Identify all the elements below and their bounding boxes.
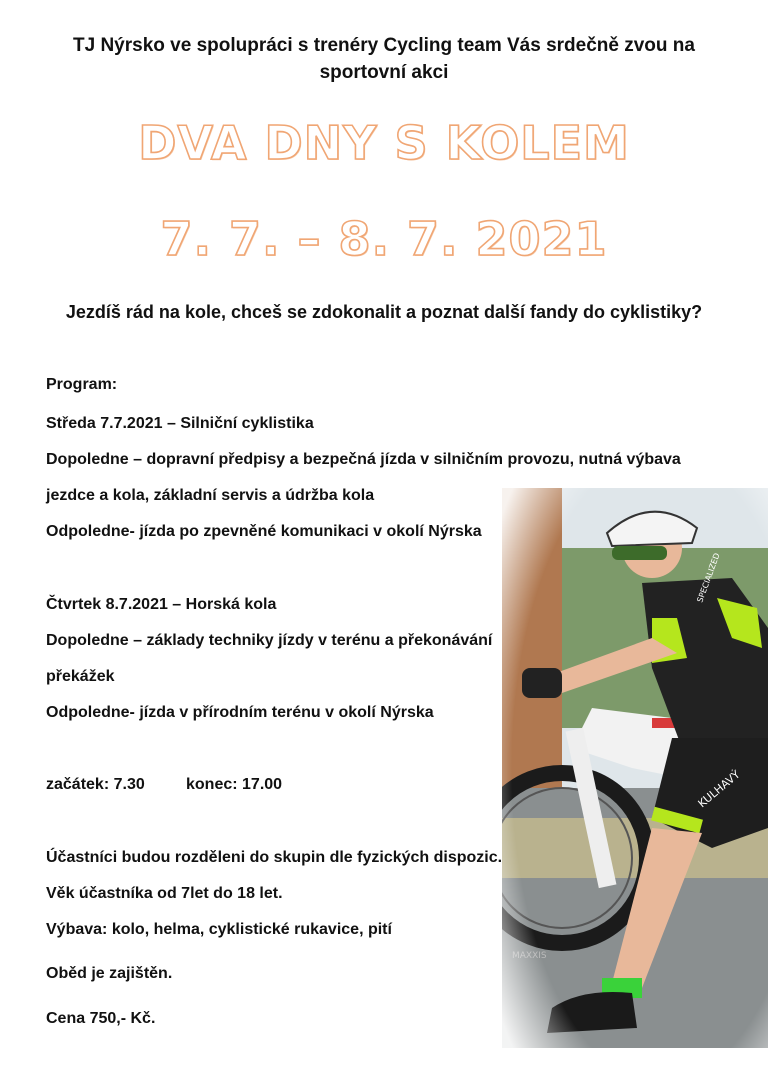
age-info: Věk účastníka od 7let do 18 let. bbox=[46, 885, 283, 902]
price-info: Cena 750,- Kč. bbox=[46, 1010, 156, 1027]
groups-info: Účastníci budou rozděleni do skupin dle fyzických dispozic. bbox=[46, 849, 503, 866]
end-time: konec: 17.00 bbox=[186, 776, 283, 793]
event-title: DVA DNY S KOLEM bbox=[138, 116, 630, 170]
lunch-info: Oběd je zajištěn. bbox=[46, 965, 173, 982]
thursday-morning-cont: překážek bbox=[46, 668, 115, 685]
wednesday-morning: Dopoledne – dopravní předpisy a bezpečná jízda v silničním provozu, nutná výbava bbox=[46, 451, 681, 468]
program-label: Program: bbox=[46, 376, 118, 393]
start-time: začátek: 7.30 bbox=[46, 776, 145, 793]
thursday-heading: Čtvrtek 8.7.2021 – Horská kola bbox=[46, 596, 277, 613]
cyclist-photo bbox=[502, 488, 768, 1048]
thursday-morning: Dopoledne – základy techniky jízdy v terénu a překonávání bbox=[46, 632, 493, 649]
photo-vignette bbox=[502, 488, 768, 1048]
wednesday-morning-cont: jezdce a kola, základní servis a údržba kola bbox=[46, 487, 375, 504]
wednesday-heading: Středa 7.7.2021 – Silniční cyklistika bbox=[46, 415, 314, 432]
invitation-header: TJ Nýrsko ve spolupráci s trenéry Cycling team Vás srdečně zvou na sportovní akci bbox=[73, 35, 695, 83]
thursday-afternoon: Odpoledne- jízda v přírodním terénu v okolí Nýrska bbox=[46, 704, 434, 721]
equipment-info: Výbava: kolo, helma, cyklistické rukavice, pití bbox=[46, 921, 392, 938]
intro-question: Jezdíš rád na kole, chceš se zdokonalit a poznat další fandy do cyklistiky? bbox=[65, 302, 703, 322]
wednesday-afternoon: Odpoledne- jízda po zpevněné komunikaci v okolí Nýrska bbox=[46, 523, 482, 540]
event-dates: 7. 7. – 8. 7. 2021 bbox=[160, 212, 608, 266]
cyclist-illustration bbox=[502, 488, 768, 1048]
